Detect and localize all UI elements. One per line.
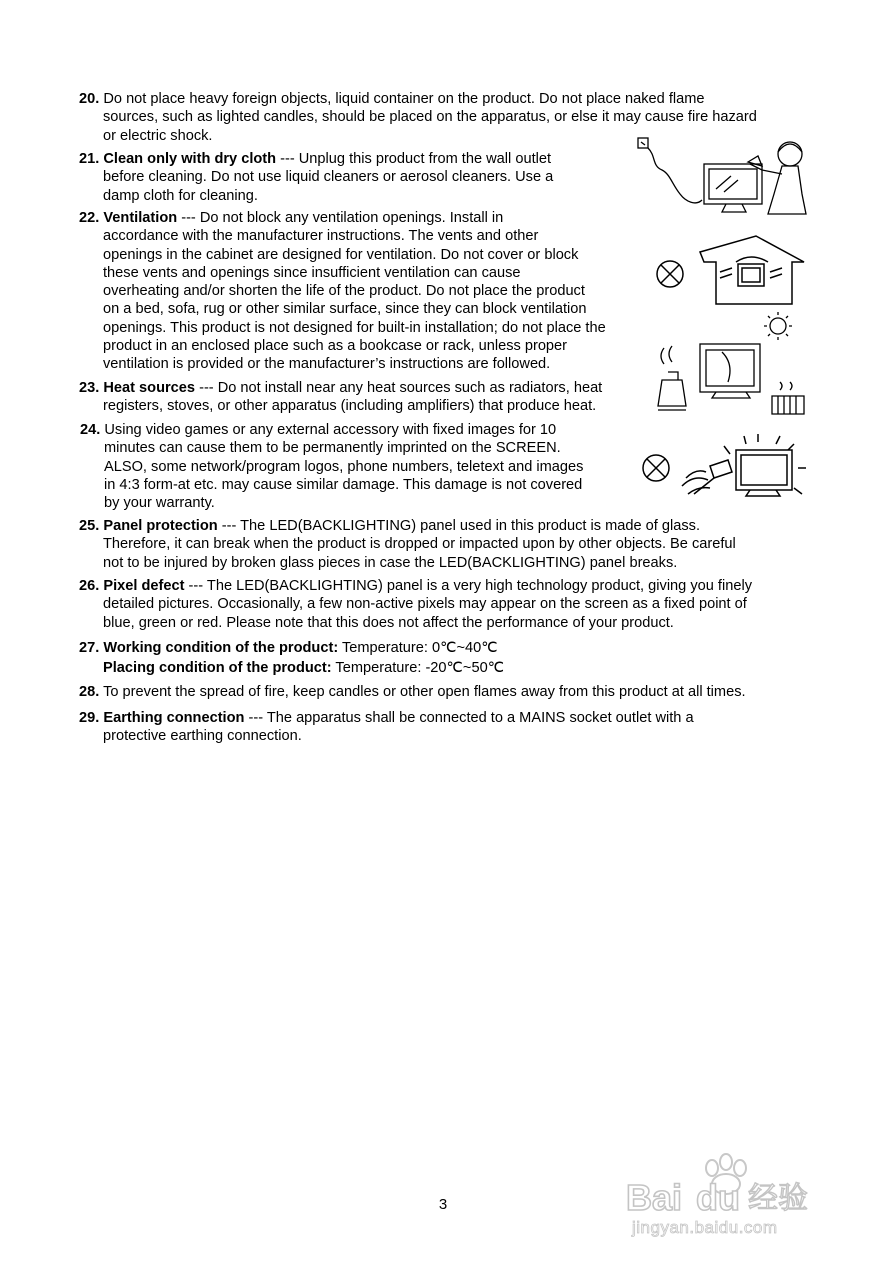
item-text: Temperature: -20℃~50℃ bbox=[331, 660, 505, 676]
page-number: 3 bbox=[438, 1196, 448, 1213]
item-text: --- The LED(BACKLIGHTING) panel is a very high technology product, giving you finely bbox=[184, 578, 753, 594]
item-title: Heat sources bbox=[103, 380, 196, 396]
item-text: Do not place heavy foreign objects, liquid container on the product. Do not place naked flame bbox=[103, 91, 705, 107]
item-text: Temperature: 0℃~40℃ bbox=[338, 640, 498, 656]
item-text: on a bed, sofa, rug or other similar surface, since they can block ventilation bbox=[103, 301, 587, 318]
item-title: Working condition of the product: bbox=[103, 640, 339, 656]
item-text: --- The LED(BACKLIGHTING) panel used in this product is made of glass. bbox=[217, 518, 701, 534]
item-text: these vents and openings since insufficient ventilation can cause bbox=[103, 264, 521, 281]
item-text: --- Unplug this product from the wall outlet bbox=[276, 151, 552, 167]
item-text: product in an enclosed place such as a bookcase or rack, unless proper bbox=[103, 338, 568, 355]
svg-text:经验: 经验 bbox=[748, 1181, 808, 1216]
item-22 bbox=[79, 209, 606, 374]
item-title: Ventilation bbox=[103, 210, 178, 226]
item-title: Clean only with dry cloth bbox=[103, 151, 277, 167]
item-25 bbox=[79, 517, 736, 572]
impact-illustration bbox=[638, 432, 810, 504]
item-title: Placing condition of the product: bbox=[103, 660, 332, 676]
item-number: 22. bbox=[79, 210, 100, 226]
cleaning-illustration bbox=[636, 134, 816, 220]
item-number: 26. bbox=[79, 578, 100, 594]
item-24 bbox=[80, 421, 583, 512]
item-21 bbox=[79, 150, 553, 205]
item-text: To prevent the spread of fire, keep candles or other open flames away from this product at all times. bbox=[103, 684, 746, 700]
item-text: registers, stoves, or other apparatus (including amplifiers) that produce heat. bbox=[103, 398, 597, 415]
watermark-url: jingyan.baidu.com bbox=[632, 1218, 778, 1237]
item-text: minutes can cause them to be permanently imprinted on the SCREEN. bbox=[104, 440, 561, 457]
item-number: 21. bbox=[79, 151, 100, 167]
item-number: 29. bbox=[79, 710, 100, 726]
item-number: 24. bbox=[80, 422, 101, 438]
item-number: 25. bbox=[79, 518, 100, 534]
item-title: Panel protection bbox=[103, 518, 218, 534]
item-number: 27. bbox=[79, 640, 100, 656]
item-text: openings. This product is not designed for built-in installation; do not place the bbox=[103, 319, 606, 336]
item-text: before cleaning. Do not use liquid cleaners or aerosol cleaners. Use a bbox=[103, 169, 554, 186]
item-title: Earthing connection bbox=[103, 710, 245, 726]
heat-sources-illustration bbox=[654, 310, 810, 422]
item-text: --- Do not block any ventilation openings. Install in bbox=[177, 210, 504, 226]
item-text: by your warranty. bbox=[104, 495, 215, 512]
item-28 bbox=[79, 683, 746, 701]
item-26 bbox=[79, 577, 752, 632]
item-text: not to be injured by broken glass pieces in case the LED(BACKLIGHTING) panel breaks. bbox=[103, 554, 678, 571]
item-27 bbox=[79, 638, 504, 678]
svg-text:du: du bbox=[696, 1177, 740, 1218]
svg-text:Bai: Bai bbox=[626, 1177, 683, 1218]
item-number: 28. bbox=[79, 684, 100, 700]
item-text: overheating and/or shorten the life of the product. Do not place the product bbox=[103, 283, 585, 300]
item-number: 23. bbox=[79, 380, 100, 396]
item-text: sources, such as lighted candles, should be placed on the apparatus, or else it may cause fire hazard bbox=[103, 109, 757, 126]
item-text: blue, green or red. Please note that this does not affect the performance of your product. bbox=[103, 614, 674, 631]
item-text: in 4:3 form-at etc. may cause similar damage. This damage is not covered bbox=[104, 476, 583, 493]
item-text: --- Do not install near any heat sources such as radiators, heat bbox=[195, 380, 603, 396]
item-text: --- The apparatus shall be connected to a MAINS socket outlet with a bbox=[244, 710, 694, 726]
item-text: damp cloth for cleaning. bbox=[103, 187, 258, 204]
item-29 bbox=[79, 709, 694, 746]
item-text: or electric shock. bbox=[103, 127, 213, 144]
item-text: Using video games or any external accessory with fixed images for 10 bbox=[104, 422, 557, 438]
item-text: ALSO, some network/program logos, phone numbers, teletext and images bbox=[104, 458, 584, 475]
item-text: Therefore, it can break when the product is dropped or impacted upon by other objects. Be careful bbox=[103, 536, 736, 553]
item-text: detailed pictures. Occasionally, a few non-active pixels may appear on the screen as a fixed point of bbox=[103, 596, 747, 613]
item-text: ventilation is provided or the manufacturer’s instructions are followed. bbox=[103, 356, 551, 373]
item-title: Pixel defect bbox=[103, 578, 185, 594]
item-text: protective earthing connection. bbox=[103, 728, 302, 745]
item-text: accordance with the manufacturer instructions. The vents and other bbox=[103, 228, 539, 245]
item-text: openings in the cabinet are designed for ventilation. Do not cover or block bbox=[103, 246, 579, 263]
item-23 bbox=[79, 379, 602, 416]
ventilation-illustration bbox=[652, 232, 812, 310]
item-number: 20. bbox=[79, 91, 100, 107]
